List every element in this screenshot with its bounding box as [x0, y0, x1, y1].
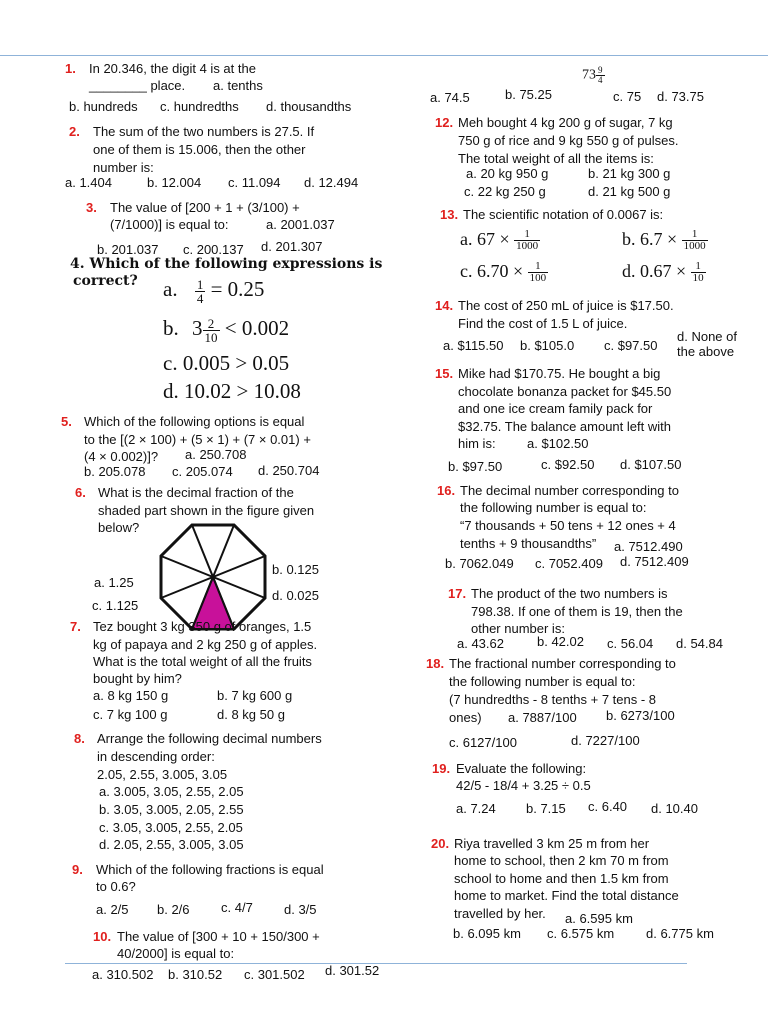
question-number: 3.: [86, 200, 97, 215]
question-text: 40/2000] is equal to:: [117, 946, 235, 961]
octagon-figure: [158, 522, 268, 632]
question-number: 8.: [74, 731, 85, 746]
question-number: 14.: [435, 298, 454, 313]
option-d: d. 12.494: [304, 175, 359, 190]
option-c: c. 6.70 × $\frac{1}{100}$: [460, 260, 547, 285]
option-c: c. 75: [613, 89, 642, 104]
question-text: home to market. Find the total distance: [454, 888, 679, 903]
option-c: c. 1.125: [92, 598, 139, 613]
option-b: b. 12.004: [147, 175, 202, 190]
option-c: c. $92.50: [541, 457, 595, 472]
option-b: b. hundreds: [69, 99, 138, 114]
option-b: b. 7 kg 600 g: [217, 688, 293, 703]
option-d: d. 21 kg 500 g: [588, 184, 671, 199]
option-a: a. $\frac{1}{4}$ = 0.25: [163, 276, 265, 306]
option-b: b. 7062.049: [445, 556, 514, 571]
question-text: 42/5 - 18/4 + 3.25 ÷ 0.5: [456, 778, 591, 793]
option-c: c. 56.04: [607, 636, 654, 651]
option-b: b. 21 kg 300 g: [588, 166, 671, 181]
option-a: a. 1.25: [94, 575, 134, 590]
option-c: c. 4/7: [221, 900, 253, 915]
question-number: 10.: [93, 929, 112, 944]
question-text: Which of the following fractions is equal: [96, 862, 324, 877]
option-d: d. 0.67 × $\frac{1}{10}$: [622, 260, 704, 285]
top-rule: [0, 55, 768, 56]
option-b: b. 6.095 km: [453, 926, 521, 941]
option-d: d. $107.50: [620, 457, 682, 472]
question-text: bought by him?: [93, 671, 182, 686]
question-text: 750 g of rice and 9 kg 550 g of pulses.: [458, 133, 679, 148]
option-c: c. 3.05, 3.005, 2.55, 2.05: [99, 820, 243, 835]
option-a: a. 250.708: [185, 447, 247, 462]
option-d: d. 10.40: [651, 801, 698, 816]
question-text: ones): [449, 710, 482, 725]
option-c: c. hundredths: [160, 99, 239, 114]
question-text: to the [(2 × 100) + (5 × 1) + (7 × 0.01) +: [84, 432, 311, 447]
question-text: (7 hundredths - 8 tenths + 7 tens - 8: [449, 692, 657, 707]
option-a: a. 310.502: [92, 967, 154, 982]
option-b: b. 310.52: [168, 967, 223, 982]
option-c: c. 301.502: [244, 967, 305, 982]
question-text: (7/1000)] is equal to:: [110, 217, 229, 232]
option-b: b. 201.037: [97, 242, 159, 257]
option-a: a. 3.005, 3.05, 2.55, 2.05: [99, 784, 244, 799]
option-a: a. 6.595 km: [565, 911, 633, 926]
question-text: tenths + 9 thousandths”: [460, 536, 597, 551]
option-c: c. 205.074: [172, 464, 233, 479]
question-text: The product of the two numbers is: [471, 586, 668, 601]
question-text: 4. Which of the following expressions is: [70, 256, 383, 272]
question-text: The value of [300 + 10 + 150/300 +: [117, 929, 320, 944]
question-text: him is:: [458, 436, 496, 451]
question-text: (4 × 0.002)]?: [84, 449, 159, 464]
question-number: 1.: [65, 61, 76, 76]
option-a: a. tenths: [213, 78, 263, 93]
option-d: d. 7512.409: [620, 554, 689, 569]
question-text: shaded part shown in the figure given: [98, 503, 315, 518]
option-d: d. 301.52: [325, 963, 380, 978]
question-text: and one ice cream family pack for: [458, 401, 653, 416]
question-text: Tez bought 3 kg 350 g of oranges, 1.5: [93, 619, 312, 634]
question-text: The scientific notation of 0.0067 is:: [463, 207, 664, 222]
option-c: c. $97.50: [604, 338, 658, 353]
question-text: correct?: [73, 273, 138, 289]
question-text: What is the total weight of all the fruits: [93, 654, 312, 669]
question-text: The value of [200 + 1 + (3/100) +: [110, 200, 300, 215]
question-text: in descending order:: [97, 749, 215, 764]
option-a: a. 7512.490: [614, 539, 683, 554]
question-text: The fractional number corresponding to: [449, 656, 676, 671]
question-number: 5.: [61, 414, 72, 429]
question-text: Riya travelled 3 km 25 m from her: [454, 836, 650, 851]
question-text: kg of papaya and 2 kg 250 g of apples.: [93, 637, 318, 652]
option-b: b. 42.02: [537, 634, 584, 649]
option-d: d. 6.775 km: [646, 926, 714, 941]
question-number: 19.: [432, 761, 451, 776]
question-text: to 0.6?: [96, 879, 136, 894]
question-number: 7.: [70, 619, 81, 634]
option-b: b. 0.125: [272, 562, 319, 577]
option-d: d. 8 kg 50 g: [217, 707, 285, 722]
question-text: the following number is equal to:: [460, 500, 647, 515]
option-a: a. 74.5: [430, 90, 470, 105]
question-text: Evaluate the following:: [456, 761, 587, 776]
question-text: one of them is 15.006, then the other: [93, 142, 306, 157]
option-b: b. 3.05, 3.005, 2.05, 2.55: [99, 802, 244, 817]
question-number: 2.: [69, 124, 80, 139]
option-c: c. 200.137: [183, 242, 244, 257]
option-d: d. None of: [677, 329, 737, 344]
option-c: c. 22 kg 250 g: [464, 184, 546, 199]
option-b: b. 205.078: [84, 464, 146, 479]
question-text: Find the cost of 1.5 L of juice.: [458, 316, 628, 331]
question-text: travelled by her.: [454, 906, 546, 921]
option-d: d. 0.025: [272, 588, 319, 603]
question-text: Mike had $170.75. He bought a big: [458, 366, 661, 381]
question-number: 15.: [435, 366, 454, 381]
option-b: b. 7.15: [526, 801, 566, 816]
question-number: 16.: [437, 483, 456, 498]
question-text: The sum of the two numbers is 27.5. If: [93, 124, 315, 139]
option-d: d. 2.05, 2.55, 3.005, 3.05: [99, 837, 244, 852]
question-text: 2.05, 2.55, 3.005, 3.05: [97, 767, 228, 782]
question-number: 12.: [435, 115, 454, 130]
option-b: b. 3 $\frac{2}{10}$ < 0.002: [163, 315, 290, 345]
question-text: 798.38. If one of them is 19, then the: [471, 604, 683, 619]
option-a: a. $115.50: [443, 338, 504, 353]
option-b: b. 6273/100: [606, 708, 675, 723]
question-text: school to home and then 1.5 km from: [454, 871, 669, 886]
question-text: home to school, then 2 km 70 m from: [454, 853, 669, 868]
option-d: d. 7227/100: [571, 733, 640, 748]
option-a: a. 8 kg 150 g: [93, 688, 169, 703]
question-text: The decimal number corresponding to: [460, 483, 679, 498]
option-a: a. 7.24: [456, 801, 496, 816]
question-text: Which of the following options is equal: [84, 414, 305, 429]
option-a: a. 2/5: [96, 902, 129, 917]
option-d: d. 250.704: [258, 463, 320, 478]
mixed-number: 73 $\frac{9}{4}$: [582, 65, 603, 85]
option-d: d. 3/5: [284, 902, 317, 917]
question-number: 20.: [431, 836, 450, 851]
question-text: The cost of 250 mL of juice is $17.50.: [458, 298, 674, 313]
option-a: a. 1.404: [65, 175, 112, 190]
option-a: a. 7887/100: [508, 710, 577, 725]
question-number: 17.: [448, 586, 467, 601]
option-a: a. $102.50: [527, 436, 589, 451]
option-a: a. 2001.037: [266, 217, 335, 232]
question-text: chocolate bonanza packet for $45.50: [458, 384, 672, 399]
option-c: c. 0.005 > 0.05: [163, 351, 290, 375]
option-d: d. 10.02 > 10.08: [163, 379, 301, 403]
option-d-cont: the above: [677, 344, 735, 359]
option-d: d. 201.307: [261, 239, 323, 254]
option-b: b. 2/6: [157, 902, 190, 917]
option-b: b. 75.25: [505, 87, 552, 102]
question-text: ________ place.: [89, 78, 186, 93]
question-text: $32.75. The balance amount left with: [458, 419, 671, 434]
question-number: 13.: [440, 207, 459, 222]
option-b: b. $105.0: [520, 338, 575, 353]
option-c: c. 6.40: [588, 799, 628, 814]
option-b: b. 6.7 × $\frac{1}{1000}$: [622, 228, 706, 253]
option-a: a. 43.62: [457, 636, 504, 651]
option-c: c. 7 kg 100 g: [93, 707, 168, 722]
question-text: Arrange the following decimal numbers: [97, 731, 322, 746]
question-number: 18.: [426, 656, 445, 671]
question-text: In 20.346, the digit 4 is at the: [89, 61, 256, 76]
question-text: number is:: [93, 160, 154, 175]
option-b: b. $97.50: [448, 459, 503, 474]
option-c: c. 6.575 km: [547, 926, 615, 941]
option-c: c. 6127/100: [449, 735, 517, 750]
option-d: d. 73.75: [657, 89, 704, 104]
option-d: d. thousandths: [266, 99, 352, 114]
question-text: Meh bought 4 kg 200 g of sugar, 7 kg: [458, 115, 673, 130]
question-text: What is the decimal fraction of the: [98, 485, 294, 500]
option-c: c. 7052.409: [535, 556, 603, 571]
option-a: a. 67 × $\frac{1}{1000}$: [460, 228, 539, 253]
question-text: the following number is equal to:: [449, 674, 636, 689]
question-text: below?: [98, 520, 140, 535]
question-text: other number is:: [471, 621, 565, 636]
question-number: 9.: [72, 862, 83, 877]
question-text: The total weight of all the items is:: [458, 151, 654, 166]
question-number: 6.: [75, 485, 86, 500]
option-d: d. 54.84: [676, 636, 723, 651]
option-a: a. 20 kg 950 g: [466, 166, 549, 181]
option-c: c. 11.094: [228, 175, 281, 190]
question-text: “7 thousands + 50 tens + 12 ones + 4: [460, 518, 676, 533]
